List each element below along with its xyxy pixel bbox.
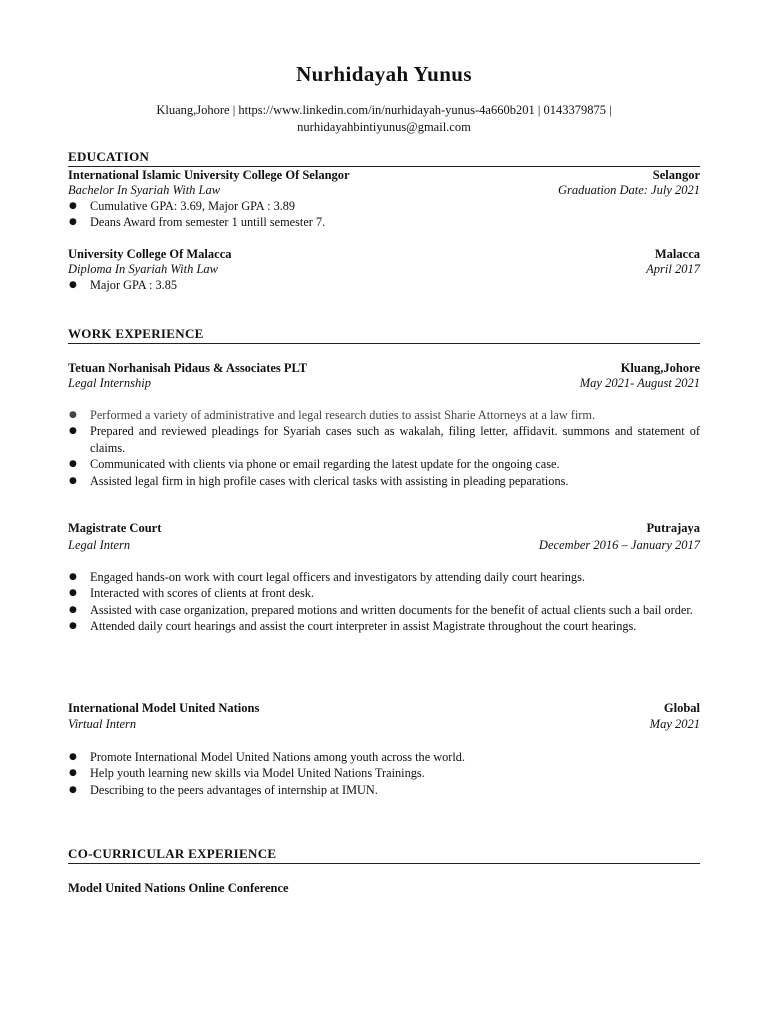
list-item: ● Cumulative GPA: 3.69, Major GPA : 3.89 [68,198,700,214]
work-bullets [68,569,700,635]
education-heading: EDUCATION [68,150,700,167]
employer-name: Tetuan Norhanisah Pidaus & Associates PLT [68,361,308,375]
job-title: Legal Internship [68,376,151,390]
list-item: ● Describing to the peers advantages of internship at IMUN. [68,782,700,798]
degree: Diploma In Syariah With Law [68,262,219,276]
list-item: ● Prepared and reviewed pleadings for Syariah cases such as wakalah, filing letter, affidavit. summons and statement of claims. [68,423,700,456]
employer-name: International Model United Nations [68,701,260,715]
list-item: ● Engaged hands-on work with court legal officers and investigators by attending daily court hearings. [68,569,700,585]
list-item: ● Major GPA : 3.85 [68,277,700,293]
school-location: Malacca [654,247,700,261]
work-heading: WORK EXPERIENCE [68,327,700,344]
job-dates: May 2021 [649,717,700,731]
job-dates: May 2021- August 2021 [579,376,700,390]
list-item: ● Promote International Model United Nations among youth across the world. [68,749,700,765]
list-item: ● Performed a variety of administrative and legal research duties to assist Sharie Attorneys at a law firm. [68,407,700,423]
list-item: ● Communicated with clients via phone or email regarding the latest update for the ongoing case. [68,456,700,472]
activity-title: Model United Nations Online Conference [68,881,289,895]
education-bullets [68,277,700,293]
list-item: ● Deans Award from semester 1 untill semester 7. [68,214,700,230]
job-dates: December 2016 – January 2017 [538,538,700,552]
employer-location: Global [663,701,700,715]
work-entry-sub [68,375,700,391]
cocurricular-entry [68,880,700,896]
list-item: ● Help youth learning new skills via Model United Nations Trainings. [68,765,700,781]
work-entry-sub [68,537,700,553]
work-bullets [68,749,700,798]
work-entry-header [68,700,700,716]
employer-location: Putrajaya [646,521,700,535]
job-title: Legal Intern [68,538,131,552]
employer-name: Magistrate Court [68,521,162,535]
list-item: ● Assisted legal firm in high profile cases with clerical tasks with assisting in pleading peparations. [68,473,700,489]
school-location: Selangor [652,168,700,182]
list-item: ● Attended daily court hearings and assist the court interpreter in assist Magistrate throughout the court hearings. [68,618,700,634]
cocurricular-heading: CO-CURRICULAR EXPERIENCE [68,847,700,864]
job-title: Virtual Intern [68,717,137,731]
education-entry-sub [68,261,700,277]
list-item: ● Assisted with case organization, prepared motions and written documents for the benefit of actual clients such a bail order. [68,602,700,618]
contact-line-2: nurhidayahbintiyunus@gmail.com [297,120,471,134]
education-bullets [68,198,700,231]
degree: Bachelor In Syariah With Law [68,183,221,197]
school-name: International Islamic University College Of Selangor [68,168,350,182]
work-bullets [68,407,700,489]
employer-location: Kluang,Johore [620,361,700,375]
work-entry-sub [68,716,700,732]
work-entry-header [68,520,700,536]
education-entry-sub [68,182,700,198]
graduation-date: Graduation Date: July 2021 [558,183,700,197]
education-entry-header [68,246,700,262]
list-item: ● Interacted with scores of clients at front desk. [68,585,700,601]
contact-line-1: Kluang,Johore | https://www.linkedin.com/in/nurhidayah-yunus-4a660b201 | 0143379875 | [156,103,612,117]
school-name: University College Of Malacca [68,247,232,261]
candidate-name: Nurhidayah Yunus [296,62,472,86]
work-entry-header [68,360,700,376]
graduation-date: April 2017 [646,262,700,276]
education-entry-header [68,167,700,183]
